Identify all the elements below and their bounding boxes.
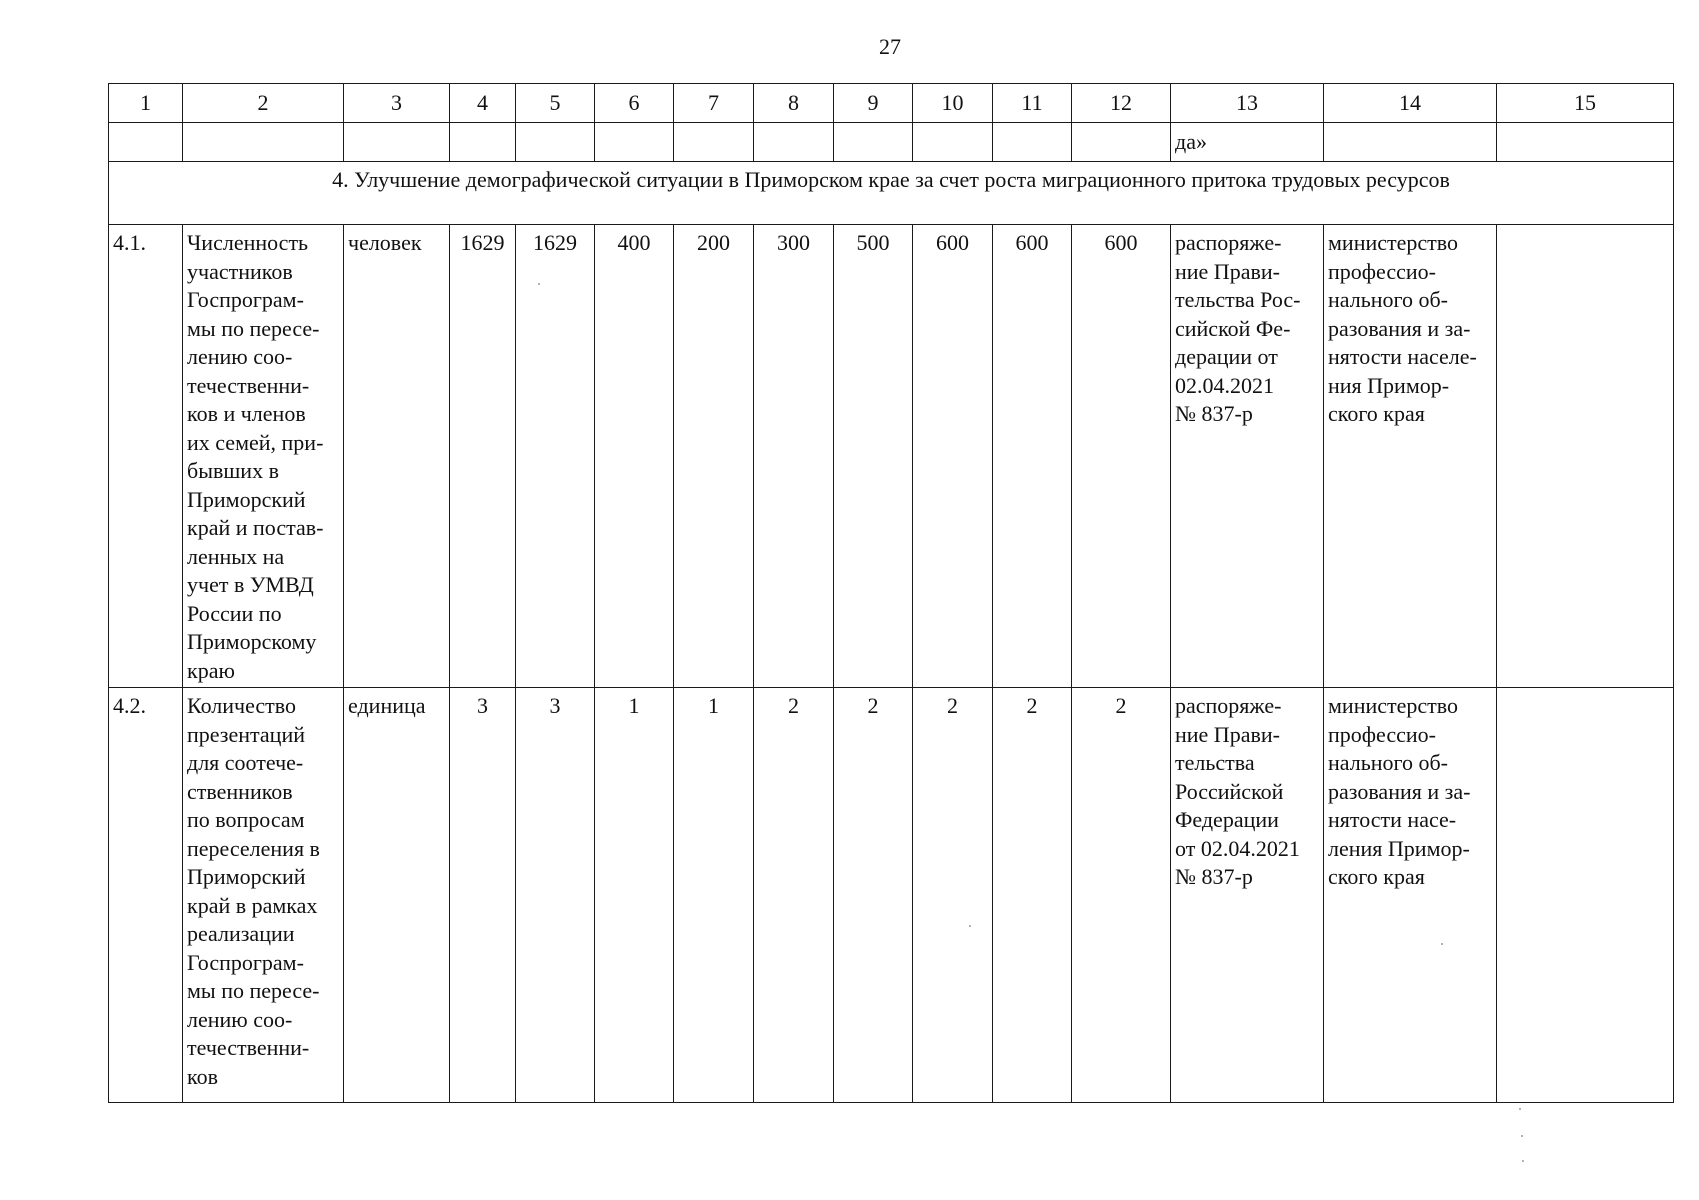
section-header-row [109, 162, 1674, 225]
table-row [109, 225, 1674, 688]
column-number-cell: 2 [183, 84, 344, 123]
value-cell: 200 [674, 225, 754, 688]
column-number-cell: 5 [516, 84, 595, 123]
unit-cell: единица [344, 688, 450, 1103]
scan-speck [969, 925, 971, 927]
unit-cell: человек [344, 225, 450, 688]
row-id: 4.2. [109, 688, 183, 1103]
source-document: распоряже- ние Прави- тельства Российской Федерации от 02.04.2021 № 837-р [1171, 688, 1324, 1103]
source-document: распоряже- ние Прави- тельства Рос- сийской Фе- дерации от 02.04.2021 № 837-р [1171, 225, 1324, 688]
column-number-cell: 12 [1072, 84, 1171, 123]
value-cell: 600 [913, 225, 993, 688]
column-number-cell: 11 [993, 84, 1072, 123]
responsible-body: министерство профессио- нального об- разования и за- нятости населе- ния Примор- ского края [1324, 225, 1497, 688]
value-cell: 1 [674, 688, 754, 1103]
continuation-text: да» [1171, 123, 1324, 162]
scan-speck [538, 283, 540, 285]
empty-cell [109, 123, 183, 162]
scan-speck [1519, 1108, 1521, 1110]
empty-cell [183, 123, 344, 162]
value-cell: 1629 [516, 225, 595, 688]
empty-cell [516, 123, 595, 162]
empty-cell [450, 123, 516, 162]
column-number-cell: 4 [450, 84, 516, 123]
indicator-name: Численность участников Госпрограм- мы по пересе- лению соо- течественни- ков и членов их семей, при- бывших в Приморский край и постав- ленных на учет в УМВД России по Приморскому краю [183, 225, 344, 688]
empty-cell [754, 123, 834, 162]
column-number-row [109, 84, 1674, 123]
column-number-cell: 7 [674, 84, 754, 123]
value-cell: 400 [595, 225, 674, 688]
value-cell: 2 [834, 688, 913, 1103]
empty-cell [913, 123, 993, 162]
scan-speck [1521, 1135, 1523, 1137]
empty-cell [993, 123, 1072, 162]
scan-speck [1522, 1160, 1524, 1162]
column-number-cell: 10 [913, 84, 993, 123]
column-number-cell: 6 [595, 84, 674, 123]
value-cell: 2 [754, 688, 834, 1103]
empty-cell [674, 123, 754, 162]
column-number-cell: 8 [754, 84, 834, 123]
value-cell: 3 [450, 688, 516, 1103]
row-id: 4.1. [109, 225, 183, 688]
value-cell: 1629 [450, 225, 516, 688]
column-number-cell: 13 [1171, 84, 1324, 123]
continuation-row [109, 123, 1674, 162]
responsible-body: министерство профессио- нального об- разования и за- нятости насе- ления Примор- ского края [1324, 688, 1497, 1103]
section-title: 4. Улучшение демографической ситуации в Приморском крае за счет роста миграционного притока трудовых ресурсов [109, 162, 1674, 225]
indicator-name: Количество презентаций для соотече- ственников по вопросам переселения в Приморский край в рамках реализации Госпрограм- мы по пересе- лению соо- течественни- ков [183, 688, 344, 1103]
value-cell: 3 [516, 688, 595, 1103]
value-cell: 300 [754, 225, 834, 688]
table-row [109, 688, 1674, 1103]
value-cell: 600 [993, 225, 1072, 688]
column-number-cell: 9 [834, 84, 913, 123]
column-number-cell: 1 [109, 84, 183, 123]
empty-cell [834, 123, 913, 162]
empty-cell [1324, 123, 1497, 162]
note-cell [1497, 688, 1674, 1103]
value-cell: 2 [993, 688, 1072, 1103]
empty-cell [1072, 123, 1171, 162]
column-number-cell: 14 [1324, 84, 1497, 123]
page-number: 27 [879, 34, 901, 59]
value-cell: 600 [1072, 225, 1171, 688]
scan-speck [1441, 943, 1443, 945]
indicators-table [108, 83, 1674, 1103]
value-cell: 1 [595, 688, 674, 1103]
value-cell: 2 [1072, 688, 1171, 1103]
value-cell: 500 [834, 225, 913, 688]
empty-cell [595, 123, 674, 162]
value-cell: 2 [913, 688, 993, 1103]
empty-cell [344, 123, 450, 162]
empty-cell [1497, 123, 1674, 162]
note-cell [1497, 225, 1674, 688]
column-number-cell: 15 [1497, 84, 1674, 123]
column-number-cell: 3 [344, 84, 450, 123]
